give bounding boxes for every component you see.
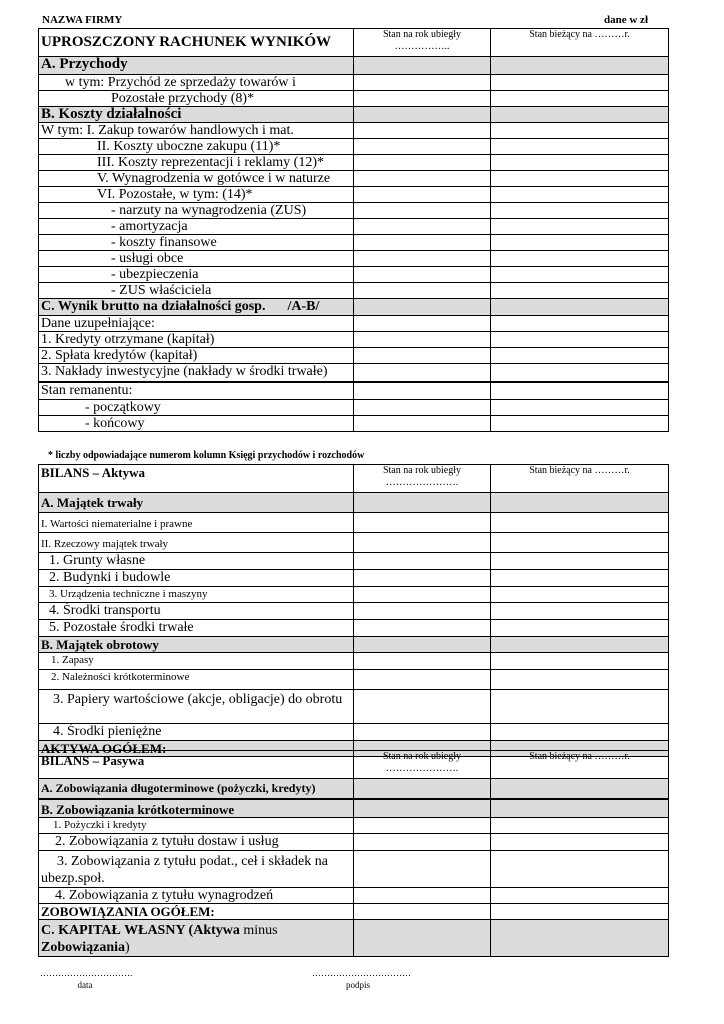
assets-title: BILANS – Aktywa (39, 465, 354, 493)
table-row (39, 690, 669, 724)
row-label: 2. Zobowiązania z tytułu dostaw i usług (39, 833, 354, 850)
col-current: Stan bieżący na ………r. (491, 751, 669, 779)
value-cell[interactable] (491, 850, 669, 887)
table-row (39, 400, 669, 416)
value-cell[interactable] (354, 620, 491, 637)
value-cell[interactable] (491, 603, 669, 620)
value-cell[interactable] (354, 139, 491, 155)
value-cell[interactable] (491, 903, 669, 919)
value-cell[interactable] (491, 171, 669, 187)
table-row (39, 833, 669, 850)
value-cell[interactable] (354, 235, 491, 251)
table-row (39, 203, 669, 219)
row-label: AKTYWA OGÓŁEM: (39, 741, 354, 757)
table-row (39, 91, 669, 107)
table-row (39, 382, 669, 400)
row-label: 1. Grunty własne (39, 553, 354, 570)
table-row (39, 587, 669, 603)
signature-dots: …………………………… (312, 968, 411, 978)
row-label: A. Przychody (39, 57, 354, 75)
value-cell[interactable] (491, 316, 669, 332)
footnote: * liczby odpowiadające numerom kolumn Księgi przychodów i rozchodów (48, 450, 365, 461)
value-cell[interactable] (354, 299, 491, 316)
value-cell[interactable] (354, 91, 491, 107)
table-row (39, 155, 669, 171)
table-row (39, 653, 669, 670)
row-label: Stan remanentu: (39, 382, 354, 400)
value-cell[interactable] (491, 267, 669, 283)
value-cell[interactable] (354, 724, 491, 741)
value-cell[interactable] (354, 690, 491, 724)
value-cell[interactable] (491, 123, 669, 139)
table-row (39, 299, 669, 316)
value-cell[interactable] (354, 903, 491, 919)
table-row (39, 620, 669, 637)
table-header-row (39, 751, 669, 779)
income-statement-table (38, 28, 669, 432)
row-label: - amortyzacja (39, 219, 354, 235)
value-cell[interactable] (354, 493, 491, 513)
company-name: NAZWA FIRMY (42, 14, 123, 26)
value-cell[interactable] (491, 187, 669, 203)
row-label: 1. Pożyczki i kredyty (39, 817, 354, 833)
value-cell[interactable] (354, 817, 491, 833)
equity-label: C. KAPITAŁ WŁASNY (Aktywa (41, 922, 240, 938)
table-row (39, 570, 669, 587)
value-cell[interactable] (491, 493, 669, 513)
table-row (39, 267, 669, 283)
row-label: - usługi obce (39, 251, 354, 267)
value-cell[interactable] (354, 603, 491, 620)
value-cell[interactable] (354, 570, 491, 587)
table-row (39, 513, 669, 533)
row-label: A. Majątek trwały (39, 493, 354, 513)
value-cell[interactable] (354, 382, 491, 400)
table-row (39, 171, 669, 187)
result-suffix: /A-B/ (287, 299, 320, 314)
value-cell[interactable] (491, 513, 669, 533)
balance-assets-table (38, 464, 669, 757)
table-row (39, 553, 669, 570)
row-label: W tym: I. Zakup towarów handlowych i mat. (39, 123, 354, 139)
value-cell[interactable] (491, 283, 669, 299)
value-cell[interactable] (491, 348, 669, 364)
value-cell[interactable] (354, 348, 491, 364)
row-label: V. Wynagrodzenia w gotówce i w naturze (39, 171, 354, 187)
value-cell[interactable] (354, 400, 491, 416)
table-header-row (39, 29, 669, 57)
table-row (39, 364, 669, 382)
value-cell[interactable] (354, 316, 491, 332)
value-cell[interactable] (491, 779, 669, 799)
table-row (39, 724, 669, 741)
table-row (39, 887, 669, 903)
row-label: 2. Należności krótkoterminowe (39, 670, 354, 690)
table-row (39, 187, 669, 203)
table-header-row (39, 465, 669, 493)
value-cell[interactable] (354, 637, 491, 653)
value-cell[interactable] (354, 251, 491, 267)
date-field[interactable] (40, 968, 133, 990)
value-cell[interactable] (354, 123, 491, 139)
row-label: B. Majątek obrotowy (39, 637, 354, 653)
row-label: VI. Pozostałe, w tym: (14)* (39, 187, 354, 203)
value-cell[interactable] (491, 57, 669, 75)
row-label: Pozostałe przychody (8)* (39, 91, 354, 107)
col-prev-year: Stan na rok ubiegły …………………. (354, 751, 491, 779)
value-cell[interactable] (491, 833, 669, 850)
value-cell[interactable] (354, 587, 491, 603)
value-cell[interactable] (354, 553, 491, 570)
value-cell[interactable] (491, 75, 669, 91)
value-cell[interactable] (354, 887, 491, 903)
date-dots: …………………………. (40, 968, 133, 978)
value-cell[interactable] (491, 637, 669, 653)
value-cell[interactable] (491, 251, 669, 267)
table-row (39, 919, 669, 956)
value-cell[interactable] (354, 670, 491, 690)
equity-minus: minus (239, 922, 278, 938)
value-cell[interactable] (354, 203, 491, 219)
row-label: 4. Środki transportu (39, 603, 354, 620)
value-cell[interactable] (491, 139, 669, 155)
value-cell[interactable] (491, 887, 669, 903)
table-row (39, 817, 669, 833)
row-label: II. Rzeczowy majątek trwały (39, 533, 354, 553)
table-row (39, 283, 669, 299)
value-cell[interactable] (354, 187, 491, 203)
value-cell[interactable] (491, 817, 669, 833)
value-cell[interactable] (491, 332, 669, 348)
row-label: - ZUS właściciela (39, 283, 354, 299)
value-cell[interactable] (354, 779, 491, 799)
balance-liabilities-table (38, 750, 669, 957)
row-label (39, 299, 354, 316)
col-current: Stan bieżący na ………r. (491, 29, 669, 57)
table-row (39, 251, 669, 267)
value-cell[interactable] (491, 570, 669, 587)
row-label: III. Koszty reprezentacji i reklamy (12)* (39, 155, 354, 171)
table-row (39, 235, 669, 251)
currency-note: dane w zł (604, 14, 648, 26)
value-cell[interactable] (354, 219, 491, 235)
row-label: Dane uzupełniające: (39, 316, 354, 332)
table-row (39, 493, 669, 513)
value-cell[interactable] (491, 155, 669, 171)
value-cell[interactable] (491, 690, 669, 724)
value-cell[interactable] (491, 670, 669, 690)
table-row (39, 316, 669, 332)
value-cell[interactable] (491, 91, 669, 107)
value-cell[interactable] (354, 533, 491, 553)
signature-field[interactable] (312, 968, 411, 990)
equity-close: ) (125, 939, 130, 955)
table-row (39, 332, 669, 348)
row-label: 3. Zobowiązania z tytułu podat., ceł i składek na ubezp.społ. (39, 850, 354, 887)
row-label: - koszty finansowe (39, 235, 354, 251)
value-cell[interactable] (354, 155, 491, 171)
income-title: UPROSZCZONY RACHUNEK WYNIKÓW (39, 29, 354, 57)
row-label: w tym: Przychód ze sprzedaży towarów i (39, 75, 354, 91)
value-cell[interactable] (354, 75, 491, 91)
date-label: data (77, 980, 93, 990)
value-cell[interactable] (491, 400, 669, 416)
table-row (39, 903, 669, 919)
liabilities-title: BILANS – Pasywa (39, 751, 354, 779)
col-current: Stan bieżący na ………r. (491, 465, 669, 493)
value-cell[interactable] (491, 533, 669, 553)
securities-label: 3. Papiery wartościowe (akcje, obligacje) do obrotu (53, 692, 343, 707)
value-cell[interactable] (354, 799, 491, 818)
value-cell[interactable] (491, 553, 669, 570)
table-row (39, 348, 669, 364)
row-label: B. Zobowiązania krótkoterminowe (39, 799, 354, 818)
table-row (39, 107, 669, 123)
table-row (39, 57, 669, 75)
row-label: - ubezpieczenia (39, 267, 354, 283)
row-label (39, 690, 354, 724)
value-cell[interactable] (491, 299, 669, 316)
row-label: - narzuty na wynagrodzenia (ZUS) (39, 203, 354, 219)
signature-label: podpis (345, 980, 370, 990)
row-label: 2. Budynki i budowle (39, 570, 354, 587)
row-label: 1. Kredyty otrzymane (kapitał) (39, 332, 354, 348)
table-row (39, 799, 669, 818)
value-cell[interactable] (491, 235, 669, 251)
value-cell[interactable] (491, 219, 669, 235)
value-cell[interactable] (491, 653, 669, 670)
table-row (39, 416, 669, 432)
value-cell[interactable] (354, 850, 491, 887)
value-cell[interactable] (491, 107, 669, 123)
value-cell[interactable] (354, 513, 491, 533)
table-row (39, 637, 669, 653)
table-row (39, 779, 669, 799)
value-cell[interactable] (491, 382, 669, 400)
value-cell[interactable] (354, 919, 491, 956)
value-cell[interactable] (354, 57, 491, 75)
value-cell[interactable] (354, 332, 491, 348)
value-cell[interactable] (491, 620, 669, 637)
value-cell[interactable] (354, 283, 491, 299)
table-row (39, 123, 669, 139)
table-row (39, 850, 669, 887)
value-cell[interactable] (354, 364, 491, 382)
value-cell[interactable] (354, 171, 491, 187)
row-label: - końcowy (39, 416, 354, 432)
result-label: C. Wynik brutto na działalności gosp. (41, 299, 266, 314)
value-cell[interactable] (491, 799, 669, 818)
row-label: 3. Nakłady inwestycyjne (nakłady w środki trwałe) (39, 364, 354, 382)
value-cell[interactable] (491, 416, 669, 432)
value-cell[interactable] (354, 833, 491, 850)
equity-liabilities: Zobowiązania (41, 939, 126, 955)
row-label: 4. Środki pieniężne (39, 724, 354, 741)
value-cell[interactable] (354, 416, 491, 432)
table-row (39, 670, 669, 690)
table-row (39, 603, 669, 620)
row-label: ZOBOWIĄZANIA OGÓŁEM: (39, 903, 354, 919)
row-label: B. Koszty działalności (39, 107, 354, 123)
value-cell[interactable] (491, 919, 669, 956)
table-row (39, 219, 669, 235)
value-cell[interactable] (491, 587, 669, 603)
table-row (39, 75, 669, 91)
value-cell[interactable] (354, 267, 491, 283)
row-label: 5. Pozostałe środki trwałe (39, 620, 354, 637)
table-row (39, 139, 669, 155)
value-cell[interactable] (354, 653, 491, 670)
row-label: II. Koszty uboczne zakupu (11)* (39, 139, 354, 155)
row-label: - początkowy (39, 400, 354, 416)
value-cell[interactable] (491, 724, 669, 741)
col-prev-year: Stan na rok ubiegły …………….. (354, 29, 491, 57)
value-cell[interactable] (491, 203, 669, 219)
row-label: 3. Urządzenia techniczne i maszyny (39, 587, 354, 603)
col-prev-year: Stan na rok ubiegły …………………. (354, 465, 491, 493)
table-row (39, 533, 669, 553)
value-cell[interactable] (354, 107, 491, 123)
row-label: 1. Zapasy (39, 653, 354, 670)
value-cell[interactable] (491, 364, 669, 382)
row-label (39, 919, 354, 956)
row-label: 2. Spłata kredytów (kapitał) (39, 348, 354, 364)
row-label: I. Wartości niematerialne i prawne (39, 513, 354, 533)
row-label: A. Zobowiązania długoterminowe (pożyczki, kredyty) (39, 779, 354, 799)
row-label: 4. Zobowiązania z tytułu wynagrodzeń (39, 887, 354, 903)
